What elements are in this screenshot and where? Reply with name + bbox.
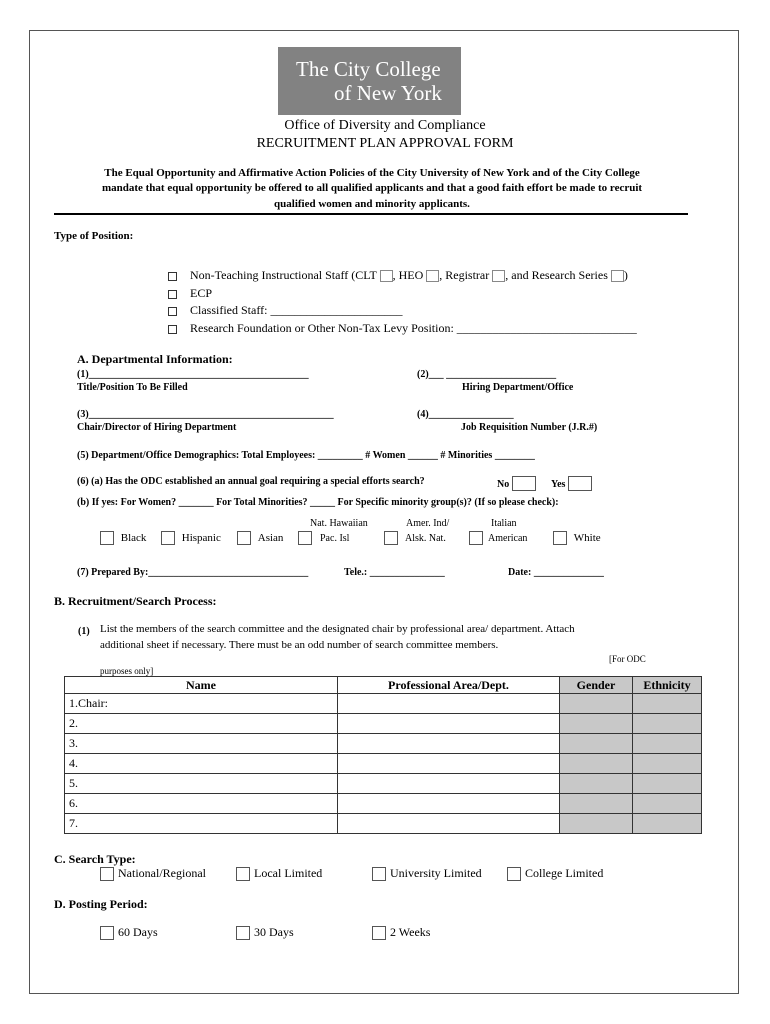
column-header-ethnicity: Ethnicity [633,677,702,694]
group-nat-hawaiian-checkbox-wrap[interactable] [298,531,312,545]
row-label[interactable]: 5. [65,774,338,794]
search-committee-table [64,676,702,834]
odc-no-box[interactable] [512,476,536,491]
field-3-label: Chair/Director of Hiring Department [77,422,237,433]
table-row [65,734,702,754]
college-logo [278,47,461,115]
asian-checkbox[interactable] [237,531,251,545]
amer-ind-label-2: Alsk. Nat. [405,533,446,544]
field-4-label: Job Requisition Number (J.R.#) [461,422,598,433]
table-row [65,714,702,734]
section-d-heading: D. Posting Period: [54,897,148,911]
asian-label: Asian [257,531,284,544]
office-title: Office of Diversity and Compliance [284,118,486,133]
column-header-name: Name [65,677,338,694]
search-type-national[interactable] [100,866,206,881]
dept-cell[interactable] [338,814,560,834]
ethnicity-cell[interactable] [633,734,702,754]
2-weeks-label: 2 Weeks [390,925,431,939]
search-type-university[interactable] [372,866,482,881]
italian-label-2: American [488,533,528,544]
gender-cell[interactable] [560,794,633,814]
dept-cell[interactable] [338,694,560,714]
option-classified[interactable] [168,303,402,318]
dept-cell[interactable] [338,754,560,774]
section-a-heading: A. Departmental Information: [77,352,233,366]
posting-2-weeks[interactable] [372,925,430,940]
option-research-foundation[interactable] [168,321,637,336]
heo-checkbox[interactable] [426,270,439,282]
odc-note-1: [For ODC [609,654,646,664]
logo-line-2: of New York [334,81,442,105]
dept-cell[interactable] [338,774,560,794]
white-label: White [573,531,601,544]
section-b-item-line-1: List the members of the search committee and the designated chair by professional area/ department. Attach [100,623,575,635]
dept-cell[interactable] [338,714,560,734]
row-label[interactable]: 1.Chair: [65,694,338,714]
college-checkbox[interactable] [507,867,521,881]
demographics-line[interactable]: (5) Department/Office Demographics: Total Employees: _________ # Women ______ # Minorities ________ [77,450,535,461]
policy-line-3: qualified women and minority applicants. [274,198,470,210]
60-days-checkbox[interactable] [100,926,114,940]
black-checkbox[interactable] [100,531,114,545]
field-3-line[interactable]: (3)_________________________________________________ [77,409,334,420]
nat-hawaiian-label-2: Pac. Isl [320,533,350,544]
italian-label-1: Italian [491,518,517,529]
italian-checkbox[interactable] [469,531,483,545]
ethnicity-cell[interactable] [633,714,702,734]
group-italian-checkbox-wrap[interactable] [469,531,483,545]
row-label[interactable]: 7. [65,814,338,834]
odc-question: (6) (a) Has the ODC established an annual goal requiring a special efforts search? [77,476,425,487]
column-header-dept: Professional Area/Dept. [338,677,560,694]
group-amer-ind-checkbox-wrap[interactable] [384,531,398,545]
field-4-line[interactable]: (4)_________________ [417,409,514,420]
non-teaching-label: Non-Teaching Instructional Staff (CLT [190,268,377,282]
ecp-label: ECP [190,286,213,300]
odc-yes-box[interactable] [568,476,592,491]
white-checkbox[interactable] [553,531,567,545]
policy-line-2: mandate that equal opportunity be offered to all qualified applicants and that a good faith effort be made to recruit [101,182,643,194]
black-label: Black [120,531,147,544]
logo-line-1: The City College [296,57,441,81]
nat-hawaiian-checkbox[interactable] [298,531,312,545]
search-type-college[interactable] [507,866,603,881]
nat-hawaiian-label-1: Nat. Hawaiian [310,518,368,529]
registrar-label: , Registrar [439,268,490,282]
gender-cell[interactable] [560,814,633,834]
odc-yes-label: Yes [551,479,566,490]
local-label: Local Limited [254,866,323,880]
section-b-item-number: (1) [78,626,90,637]
heo-label: , HEO [392,268,424,282]
dept-cell[interactable] [338,794,560,814]
classified-checkbox[interactable] [168,307,177,316]
field-1-label: Title/Position To Be Filled [77,382,188,393]
ethnicity-cell[interactable] [633,754,702,774]
row-label[interactable]: 3. [65,734,338,754]
field-2-line[interactable]: (2)___ ______________________ [417,369,557,380]
odc-no[interactable] [497,476,536,491]
60-days-label: 60 Days [118,925,158,939]
date-line[interactable]: Date: ______________ [508,567,604,578]
research-series-label: , and Research Series [505,268,608,282]
gender-cell[interactable] [560,714,633,734]
prepared-by-line[interactable]: (7) Prepared By:________________________________ [77,567,309,578]
table-row [65,694,702,714]
if-yes-line[interactable]: (b) If yes: For Women? _______ For Total Minorities? _____ For Specific minority group(s)? (If so please check): [77,497,559,508]
field-1-line[interactable]: (1)____________________________________________ [77,369,309,380]
table-row [65,794,702,814]
amer-ind-label-1: Amer. Ind/ [406,518,450,529]
hispanic-label: Hispanic [181,531,221,544]
form-title: RECRUITMENT PLAN APPROVAL FORM [256,136,514,151]
row-label[interactable]: 6. [65,794,338,814]
odc-no-label: No [497,479,510,490]
national-checkbox[interactable] [100,867,114,881]
registrar-checkbox[interactable] [492,270,505,282]
odc-note-2: purposes only] [100,666,154,676]
table-row [65,814,702,834]
option-non-teaching[interactable] [168,268,628,283]
search-type-local[interactable] [236,866,322,881]
group-black[interactable] [100,531,146,545]
ethnicity-cell[interactable] [633,694,702,714]
posting-30-days[interactable] [236,925,294,940]
ethnicity-cell[interactable] [633,814,702,834]
research-foundation-label: Research Foundation or Other Non-Tax Levy Position: ______________________________ [190,321,637,335]
university-label: University Limited [390,866,482,880]
close-paren: ) [623,268,628,282]
non-teaching-checkbox[interactable] [168,272,177,281]
hispanic-checkbox[interactable] [161,531,175,545]
gender-cell[interactable] [560,694,633,714]
posting-60-days[interactable] [100,925,158,940]
30-days-checkbox[interactable] [236,926,250,940]
section-b-item-line-2: additional sheet if necessary. There must be an odd number of search committee members. [100,639,499,651]
classified-label: Classified Staff: ______________________ [190,303,403,317]
row-label[interactable]: 4. [65,754,338,774]
table-header-row [65,677,702,694]
field-2-label: Hiring Department/Office [462,382,574,393]
table-row [65,754,702,774]
section-b-heading: B. Recruitment/Search Process: [54,594,217,608]
row-label[interactable]: 2. [65,714,338,734]
research-foundation-checkbox[interactable] [168,325,177,334]
ethnicity-cell[interactable] [633,774,702,794]
gender-cell[interactable] [560,774,633,794]
group-asian[interactable] [237,531,283,545]
college-label: College Limited [525,866,604,880]
type-of-position-label: Type of Position: [54,230,134,242]
amer-ind-checkbox[interactable] [384,531,398,545]
group-hispanic[interactable] [161,531,221,545]
research-series-checkbox[interactable] [611,270,624,282]
column-header-gender: Gender [560,677,633,694]
national-label: National/Regional [118,866,206,880]
tele-line[interactable]: Tele.: _______________ [344,567,445,578]
dept-cell[interactable] [338,734,560,754]
policy-line-1: The Equal Opportunity and Affirmative Action Policies of the City University of New York and of the City College [104,167,640,179]
30-days-label: 30 Days [254,925,294,939]
table-row [65,774,702,794]
gender-cell[interactable] [560,734,633,754]
odc-yes[interactable] [551,476,592,491]
ecp-checkbox[interactable] [168,290,177,299]
ethnicity-cell[interactable] [633,794,702,814]
clt-checkbox[interactable] [380,270,393,282]
group-white[interactable] [553,531,601,545]
2-weeks-checkbox[interactable] [372,926,386,940]
option-ecp[interactable] [168,286,212,301]
university-checkbox[interactable] [372,867,386,881]
local-checkbox[interactable] [236,867,250,881]
section-c-heading: C. Search Type: [54,852,136,866]
gender-cell[interactable] [560,754,633,774]
header-divider [54,213,688,215]
